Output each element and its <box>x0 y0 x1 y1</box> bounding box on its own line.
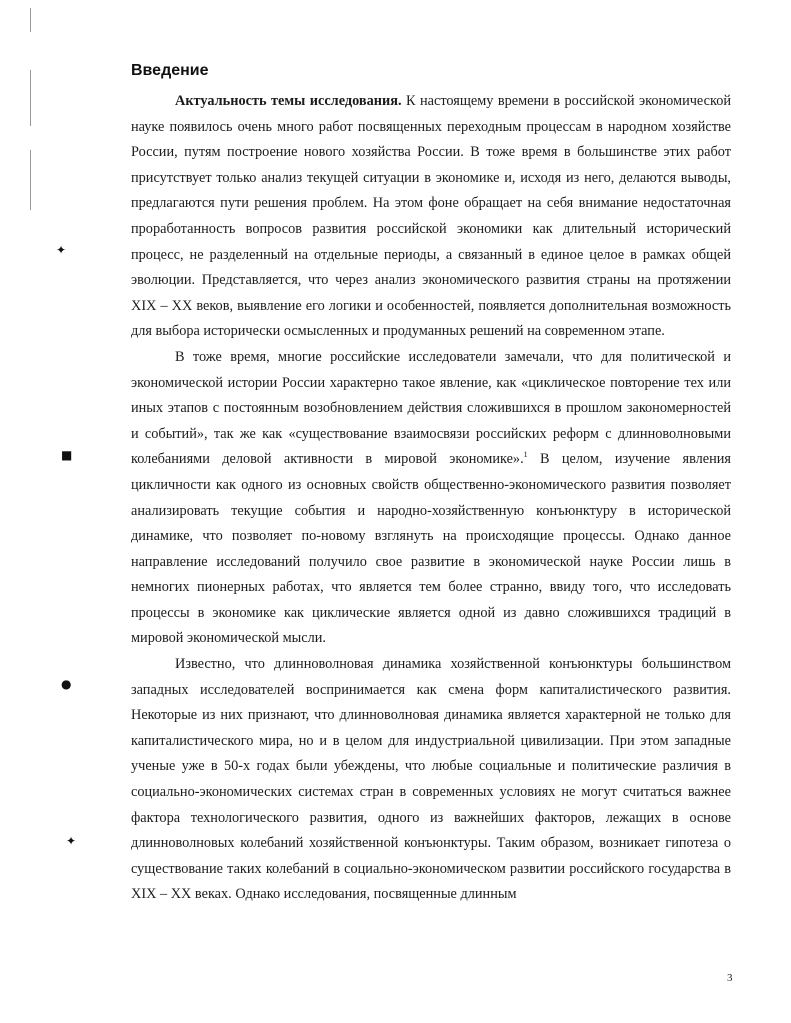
document-body <box>131 89 731 908</box>
page-number: 3 <box>727 972 733 984</box>
scan-mark-icon: ✦ <box>56 243 67 257</box>
footnote-marker: 1 <box>523 450 528 460</box>
paragraph-text: Известно, что длинноволновая динамика хозяйственной конъюнктуры большинством западных исследователей воспринимается как смена форм капиталистического развития. Некоторые из них признают, что длинноволновая динамика является характерной не только для капиталистического мира, но и в целом для индустриальной цивилизации. При этом западные ученые уже в 50-х годах были убеждены, что любые социальные и политические различия в социально-экономических системах стран в современных условиях не могут считаться важнее фактора технологического развития, одного из важнейших факторов, лежащих в основе длинноволновых колебаний хозяйственной конъюнктуры. Таким образом, возникает гипотеза о существование таких колебаний в социально-экономическом развитии российского государства в XIX – XX веках. Однако исследования, посвященные длинным <box>131 656 731 903</box>
paragraph-relevance <box>131 89 731 345</box>
paragraph-text: К настоящему времени в российской экономической науке появилось очень много работ посвященных переходным процессам в народном хозяйстве России, путям построение нового хозяйства России. В тоже время в большинстве этих работ присутствует только анализ текущей ситуации в экономике и, исходя из него, делаются выводы, предлагаются пути решения проблем. На этом фоне обращает на себя внимание недостаточная проработанность вопросов развития российской экономики как длительный исторический процесс, не разделенный на отдельные периоды, а связанный в единое целое в рамках общей эволюции. Представляется, что через анализ экономического развития страны на протяжении XIX – XX веков, выявление его логики и особенностей, появляется дополнительная возможность для выбора исторически осмысленных и продуманных решений на современном этапе. <box>131 93 731 340</box>
scan-mark-icon: ● <box>61 677 72 691</box>
scan-edge-line <box>30 70 31 126</box>
paragraph-text: В целом, изучение явления цикличности как одного из основных свойств общественно-экономического развития позволяет анализировать текущие события и народно-хозяйственную конъюнктуру в исторической динамике, что позволяет по-новому взглянуть на происходящие процессы. Однако данное направление исследований получило свое развитие в экономической науке России лишь в немногих пионерных работах, что является тем более странно, ввиду того, что исследовать процессы в экономике как циклические является одной из давно сложившихся традиций в мировой экономической мысли. <box>131 451 731 647</box>
paragraph-lead: Актуальность темы исследования. <box>175 93 402 109</box>
scan-edge-line <box>30 8 31 32</box>
paragraph-text: В тоже время, многие российские исследователи замечали, что для политической и экономической истории России характерно такое явление, как «циклическое повторение тех или иных этапов с постоянным возобновлением действия сложившихся в прошлом закономерностей и событий», так же как «существование взаимосвязи российских реформ с длинноволновыми колебаниями деловой активности в мировой экономике». <box>131 348 731 468</box>
scan-mark-icon: ✦ <box>66 834 77 848</box>
page-title: Введение <box>131 62 209 79</box>
paragraph-long-waves <box>131 652 731 908</box>
scan-mark-icon: ■ <box>61 448 73 462</box>
paragraph-cyclicity <box>131 345 731 652</box>
scan-edge-line <box>30 150 31 210</box>
